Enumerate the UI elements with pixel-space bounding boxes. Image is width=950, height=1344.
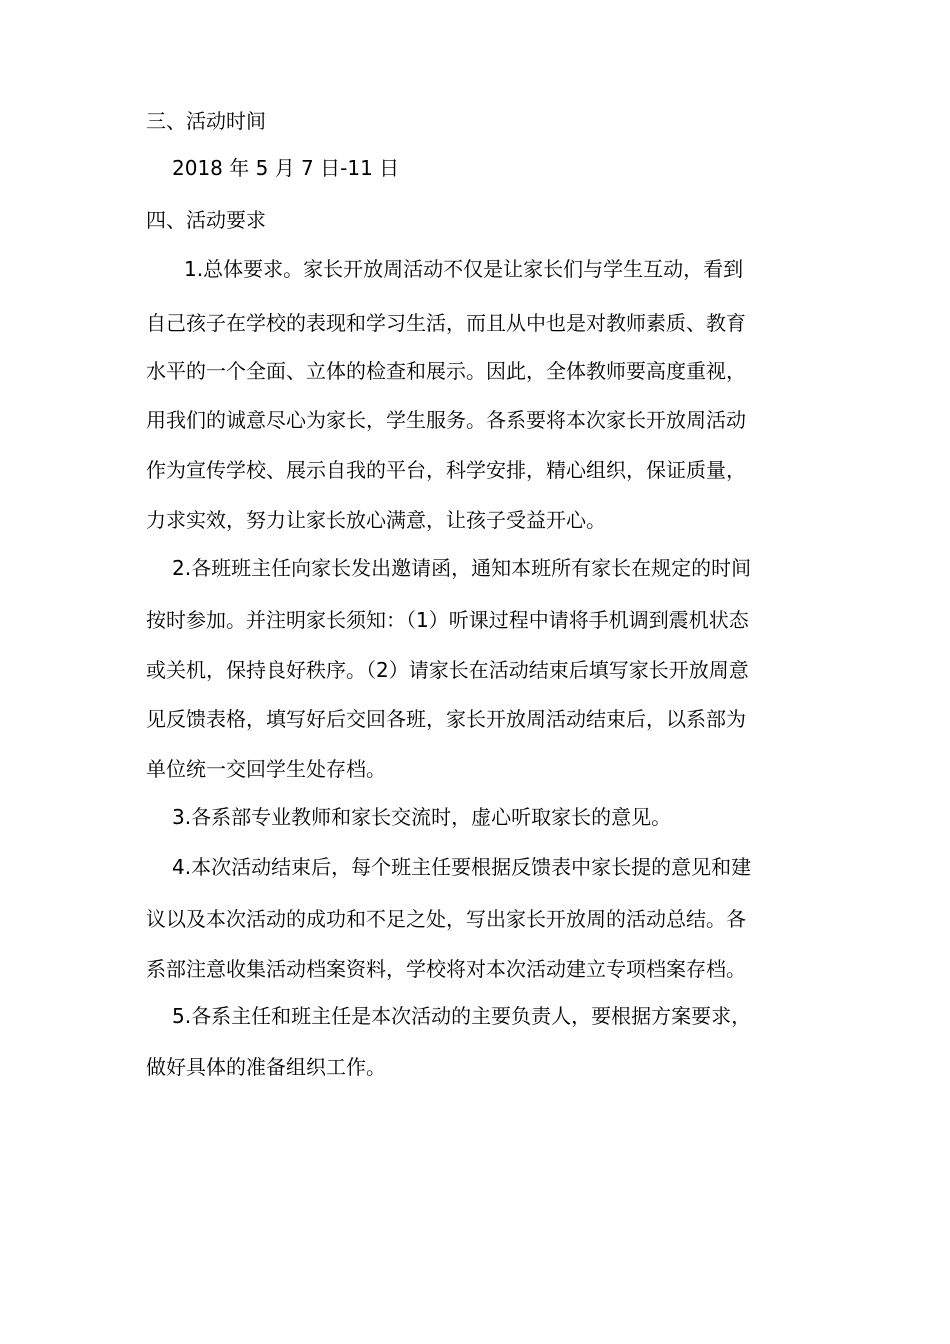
item1-line: 水平的一个全面、立体的检查和展示。因此，全体教师要高度重视， bbox=[146, 359, 746, 383]
item1-line: 作为宣传学校、展示自我的平台，科学安排，精心组织，保证质量， bbox=[146, 458, 746, 482]
section-heading-activity-requirements: 四、活动要求 bbox=[146, 208, 266, 232]
item1-line: 用我们的诚意尽心为家长，学生服务。各系要将本次家长开放周活动 bbox=[146, 408, 746, 432]
activity-date: 2018 年 5 月 7 日-11 日 bbox=[172, 156, 400, 180]
item3-line: 3.各系部专业教师和家长交流时，虚心听取家长的意见。 bbox=[172, 805, 672, 829]
item5-line: 5.各系主任和班主任是本次活动的主要负责人，要根据方案要求， bbox=[172, 1004, 752, 1028]
item2-line: 2.各班班主任向家长发出邀请函，通知本班所有家长在规定的时间 bbox=[172, 556, 752, 580]
item4-line: 系部注意收集活动档案资料，学校将对本次活动建立专项档案存档。 bbox=[146, 957, 746, 981]
item4-line: 4.本次活动结束后，每个班主任要根据反馈表中家长提的意见和建 bbox=[172, 855, 752, 879]
item1-line: 1.总体要求。家长开放周活动不仅是让家长们与学生互动，看到 bbox=[184, 257, 744, 281]
item1-line: 力求实效，努力让家长放心满意，让孩子受益开心。 bbox=[146, 508, 606, 532]
item2-line: 单位统一交回学生处存档。 bbox=[146, 757, 386, 781]
item2-line: 或关机，保持良好秩序。（2）请家长在活动结束后填写家长开放周意 bbox=[146, 658, 749, 682]
item2-line: 按时参加。并注明家长须知：（1）听课过程中请将手机调到震机状态 bbox=[146, 608, 749, 632]
section-heading-activity-time: 三、活动时间 bbox=[146, 109, 266, 133]
item1-line: 自己孩子在学校的表现和学习生活，而且从中也是对教师素质、教育 bbox=[146, 311, 746, 335]
item5-line: 做好具体的准备组织工作。 bbox=[146, 1055, 386, 1079]
item4-line: 议以及本次活动的成功和不足之处，写出家长开放周的活动总结。各 bbox=[146, 907, 746, 931]
item2-line: 见反馈表格，填写好后交回各班，家长开放周活动结束后，以系部为 bbox=[146, 707, 746, 731]
